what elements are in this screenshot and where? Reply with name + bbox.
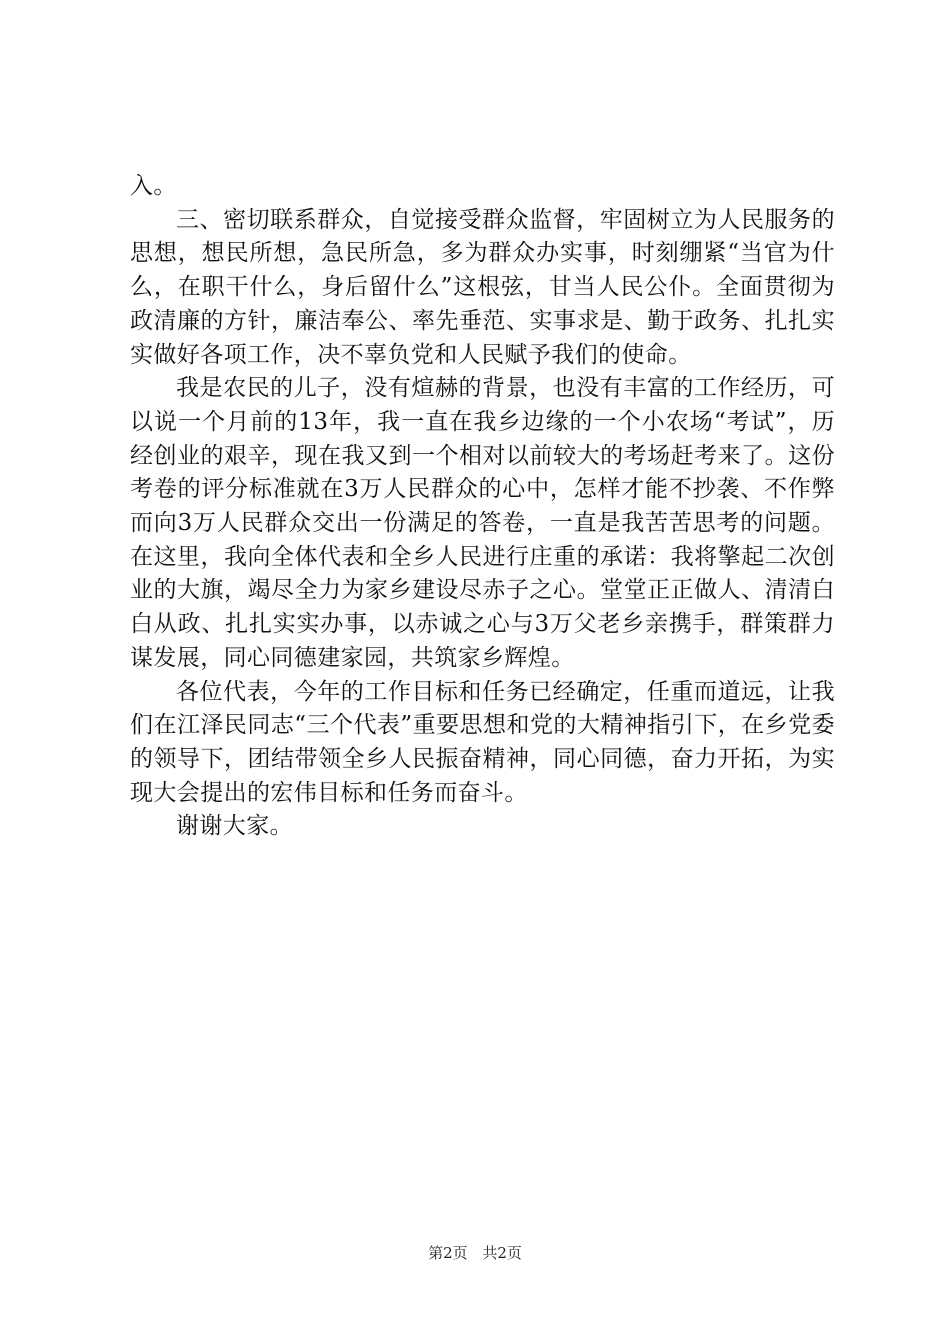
paragraph-closing-appeal: 各位代表，今年的工作目标和任务已经确定，任重而道远，让我们在江泽民同志“三个代表”重要思想和党的大精神指引下，在乡党委的领导下，团结带领全乡人民振奋精神，同心同德，奋力开拓，为实现大会提出的宏伟目标和任务而奋斗。 xyxy=(130,678,835,806)
paragraph-personal-statement: 我是农民的儿子，没有煊赫的背景，也没有丰富的工作经历，可以说一个月前的13年，我一直在我乡边缘的一个小农场“考试”，历经创业的艰辛，现在我又到一个相对以前较大的考场赶考来了。这份考卷的评分标准就在3万人民群众的心中，怎样才能不抄袭、不作弊而向3万人民群众交出一份满足的答卷，一直是我苦苦思考的问题。在这里，我向全体代表和全乡人民进行庄重的承诺：我将擎起二次创业的大旗，竭尽全力为家乡建设尽赤子之心。堂堂正正做人、清清白白从政、扎扎实实办事，以赤诚之心与3万父老乡亲携手，群策群力谋发展，同心同德建家园，共筑家乡辉煌。 xyxy=(130,375,835,671)
document-body xyxy=(130,170,835,844)
page-footer xyxy=(0,1243,950,1263)
paragraph-continuation: 入。 xyxy=(130,173,177,199)
page-number-current: 第2页 xyxy=(428,1244,468,1262)
paragraph-thanks: 谢谢大家。 xyxy=(176,813,293,840)
paragraph-point-three: 三、密切联系群众，自觉接受群众监督，牢固树立为人民服务的思想，想民所想，急民所急，多为群众办实事，时刻绷紧“当官为什么，在职干什么，身后留什么”这根弦，甘当人民公仆。全面贯彻为政清廉的方针，廉洁奉公、率先垂范、实事求是、勤于政务、扎扎实实做好各项工作，决不辜负党和人民赋予我们的使命。 xyxy=(130,206,835,368)
page-number-total: 共2页 xyxy=(482,1244,522,1262)
